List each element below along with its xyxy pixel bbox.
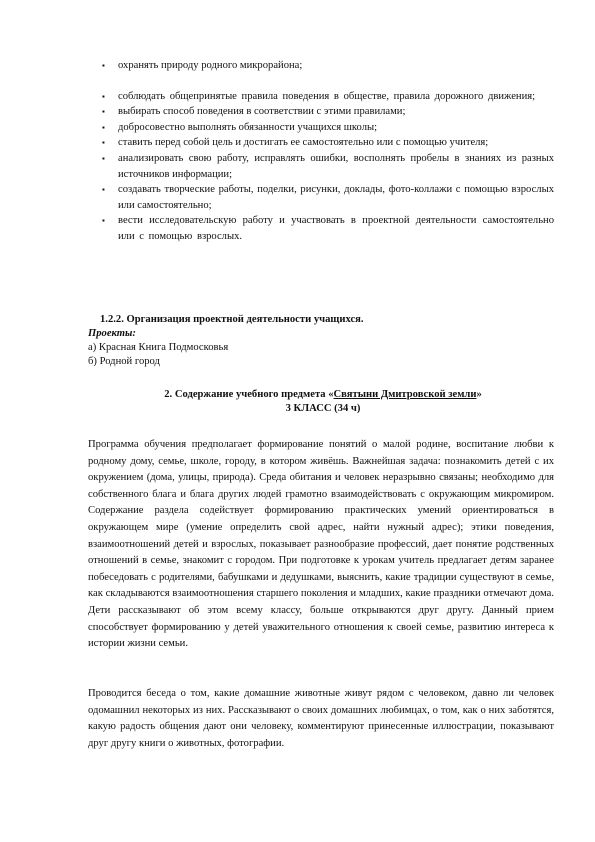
body-paragraph-2: Проводится беседа о том, какие домашние животные живут рядом с человеком, давно ли человек одомашнил некоторых из них. Рассказывают о своих домашних любимцах, о том, как о них заботятся, какую радость общения дают они человеку, комментируют принесенные иллюстрации, показывают друг другу книги о животных, фотографии.: [88, 688, 554, 749]
list-item: ▪ соблюдать общепринятые правила поведения в обществе, правила дорожного движения;: [102, 89, 554, 105]
list-item: ▪ выбирать способ поведения в соответствии с этими правилами;: [102, 104, 554, 120]
bullet-icon: ▪: [102, 138, 105, 148]
list-item: ▪ создавать творческие работы, поделки, рисунки, доклады, фото-коллажи с помощью взрослых или самостоятельно;: [102, 184, 554, 211]
projects-label: Проекты:: [88, 328, 136, 339]
project-activity-section: [88, 313, 548, 369]
list-item: ▪ добросовестно выполнять обязанности учащихся школы;: [102, 120, 554, 136]
body-paragraph-1: Программа обучения предполагает формирование понятий о малой родине, воспитание любви к родному дому, семье, школе, городу, в котором живёшь. Важнейшая задача: познакомить детей с их окружением (дома, улицы, природа). Среда обитания и человек неразрывно связаны; необходимо для собственного блага и блага других людей грамотно взаимодействовать с окружающим микромиром. Содержание раздела содействует формированию практических умений ориентироваться в окружающем мире (умение определить свой адрес, найти нужный адрес); этики поведения, взаимоотношений детей и взрослых, показывает разнообразие профессий, дает понятие родственных отношений в семье, знакомит с городом. При подготовке к урокам учитель предлагает детям заранее побеседовать с родителями, бабушками и дедушками, выяснить, какие традиции существуют в семье, как складываются взаимоотношения старшего поколения и младших, какие праздники отмечают дома. Дети рассказывают об этом всему классу, больше открываются друг другу. Данный прием способствует формированию у детей уважительного отношения к своей семье, развитию интереса к истории жизни семьи.: [88, 439, 554, 650]
subject-prefix: 2. Содержание учебного предмета «: [164, 389, 334, 400]
subject-heading: [88, 388, 558, 416]
project-item-b: б) Родной город: [88, 356, 160, 367]
list-item: ▪ охранять природу родного микрорайона;: [102, 58, 554, 74]
list-item: ▪ вести исследовательскую работу и участвовать в проектной деятельности самостоятельно или с помощью взрослых.: [102, 215, 554, 242]
bullet-icon: ▪: [102, 185, 105, 195]
grade-heading: 3 КЛАСС (34 ч): [285, 403, 361, 414]
bullet-icon: ▪: [102, 61, 105, 70]
subject-suffix: »: [476, 389, 482, 400]
subject-name: Святыни Дмитровской земли: [333, 389, 477, 400]
list-item: ▪ анализировать свою работу, исправлять ошибки, восполнять пробелы в знаниях из разных источников информации;: [102, 152, 554, 180]
project-item-a: а) Красная Книга Подмосковья: [88, 342, 229, 353]
bullet-icon: ▪: [102, 216, 105, 226]
bullet-icon: ▪: [102, 107, 105, 117]
goals-bullet-list: [102, 58, 554, 245]
list-item: ▪ ставить перед собой цель и достигать ее самостоятельно или с помощью учителя;: [102, 135, 554, 151]
bullet-icon: ▪: [102, 91, 105, 101]
section-heading: 1.2.2. Организация проектной деятельности учащихся.: [100, 314, 364, 325]
bullet-icon: ▪: [102, 153, 105, 163]
bullet-icon: ▪: [102, 122, 105, 132]
